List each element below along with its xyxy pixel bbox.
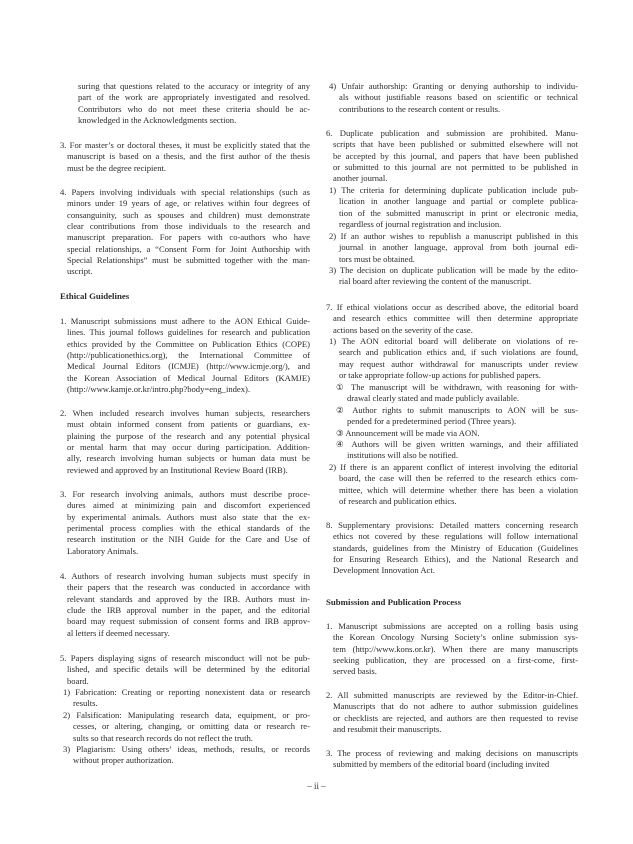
paragraph-line: research institution or the NIH Guide for the Care and Use of bbox=[67, 534, 310, 545]
paragraph-line: tem (http://www.kons.or.kr). When there are many manuscripts bbox=[333, 643, 578, 654]
paragraph-line: drawal clearly stated and made publicly available. bbox=[347, 393, 520, 404]
paragraph-line: 2. All submitted manuscripts are reviewed by the Editor-in-Chief. bbox=[326, 690, 578, 700]
paragraph-line: manuscript is based on a thesis, and the first author of the thesis bbox=[67, 151, 310, 162]
paragraph-line: 1) The criteria for determining duplicate publication include pub- bbox=[329, 185, 578, 195]
paragraph-line: another journal. bbox=[333, 173, 388, 184]
paragraph-line: pended for a predetermined period (Three years). bbox=[347, 416, 517, 427]
paragraph-line: 6. Duplicate publication and submission are prohibited. Manu- bbox=[326, 128, 578, 138]
paragraph-line: knowledged in the Acknowledgments section. bbox=[78, 114, 237, 125]
section-heading: Submission and Publication Process bbox=[326, 597, 461, 607]
paragraph-line: 4) Unfair authorship: Granting or denying authorship to individu- bbox=[329, 81, 578, 91]
paragraph-line: als without justifiable reasons based on scientific or technical bbox=[339, 92, 578, 103]
paragraph-line: for Ensuring Research Ethics), and the National Research and bbox=[333, 553, 578, 564]
paragraph-line: seeking publication, they are processed on a first-come, first- bbox=[333, 654, 578, 665]
paragraph-line: Manuscripts that do not adhere to author submission guidelines bbox=[333, 701, 578, 712]
paragraph-line: lines. This journal follows guidelines for research and publication bbox=[67, 327, 310, 338]
paragraph-line: board, the case will then be referred to the research ethics com- bbox=[339, 473, 578, 484]
section-heading: Ethical Guidelines bbox=[60, 291, 130, 301]
paragraph-line: institutions will also be notified. bbox=[347, 450, 458, 461]
paragraph-line: 2. When included research involves human subjects, researchers bbox=[60, 408, 310, 418]
paragraph-line: the Korean Association of Medical Journal Editors (KAMJE) bbox=[67, 372, 310, 383]
paragraph-line: reviewed and approved by an Institutional Review Board (IRB). bbox=[67, 464, 288, 475]
paragraph-line: Development Innovation Act. bbox=[333, 565, 435, 576]
paragraph-line: submitted by members of the editorial board (including invited bbox=[333, 759, 550, 770]
paragraph-line: 3) The decision on duplicate publication will be made by the edito- bbox=[329, 265, 578, 275]
paragraph-line: lished, and specific details will be determined by the editorial bbox=[67, 664, 310, 675]
paragraph-line: standards, guidelines from the Ministry of Education (Guidelines bbox=[333, 542, 578, 553]
paragraph-line: board. bbox=[67, 675, 89, 686]
paragraph-line: plaining the purpose of the research and any potential physical bbox=[67, 430, 310, 441]
paragraph-line: uscript. bbox=[67, 266, 93, 277]
paragraph-line: ④ Authors will be given written warnings, and their affiliated bbox=[336, 439, 578, 449]
paragraph-line: ally, research involving human subjects or human data must be bbox=[67, 453, 310, 464]
paragraph-line: or checklists are rejected, and authors are then requested to revise bbox=[333, 712, 578, 723]
paragraph-line: 4. Authors of research involving human subjects must specify in bbox=[60, 571, 310, 581]
paragraph-line: minors under 19 years of age, or relatives within four degrees of bbox=[67, 198, 310, 209]
paragraph-line: consanguinity, such as spouses and children) must demonstrate bbox=[67, 209, 310, 220]
paragraph-line: by experimental animals. Authors must also state that the ex- bbox=[67, 511, 310, 522]
paragraph-line: ethics provided by the Committee on Publication Ethics (COPE) bbox=[67, 338, 310, 349]
paragraph-line: must be the degree recipient. bbox=[67, 162, 167, 173]
paragraph-line: relevant standards and approved by the IRB. Authors must in- bbox=[67, 593, 310, 604]
paragraph-line: lication in another language and partial or complete publica- bbox=[339, 196, 578, 207]
paragraph-line: special relationships, a “Consent Form for Joint Authorship with bbox=[67, 243, 310, 254]
paragraph-line: scripts that have been published or submitted elsewhere will not bbox=[333, 139, 578, 150]
paragraph-line: Special Relationships” must be submitted together with the man- bbox=[67, 254, 310, 265]
paragraph-line: Contributors who do not meet these criteria should be ac- bbox=[78, 103, 310, 114]
paragraph-line: manuscript preparation. For papers with co-authors who have bbox=[67, 232, 310, 243]
paragraph-line: must obtain informed consent from patients or guardians, ex- bbox=[67, 419, 310, 430]
paragraph-line: Laboratory Animals. bbox=[67, 545, 139, 556]
paragraph-line: and research ethics committee will then determine appropriate bbox=[333, 313, 578, 324]
paragraph-line: cesses, or altering, changing, or omitting data or research re- bbox=[73, 721, 310, 732]
paragraph-line: tors must be obtained. bbox=[339, 253, 415, 264]
paragraph-line: regardless of journal registration and inclusion. bbox=[339, 218, 502, 229]
paragraph-line: clear contributions from those individuals to the research and bbox=[67, 220, 310, 231]
paragraph-line: perimental process complies with the ethical standards of the bbox=[67, 522, 310, 533]
paragraph-line: 4. Papers involving individuals with special relationships (such as bbox=[60, 187, 310, 197]
paragraph-line: or mental harm that may occur during participation. Addition- bbox=[67, 441, 310, 452]
paragraph-line: may request author withdrawal for manuscripts under review bbox=[339, 358, 578, 369]
paragraph-line: mittee, which will determine whether there has been a violation bbox=[339, 484, 578, 495]
paragraph-line: 5. Papers displaying signs of research misconduct will not be pub- bbox=[60, 653, 310, 663]
paragraph-line: 3) Plagiarism: Using others’ ideas, methods, results, or records bbox=[63, 744, 310, 754]
paragraph-line: clude the IRB approval number in the paper, and the editorial bbox=[67, 604, 310, 615]
paragraph-line: sults so that research records do not reflect the truth. bbox=[73, 732, 253, 743]
paragraph-line: journal in another language, approval from both journal edi- bbox=[339, 242, 578, 253]
paragraph-line: be accepted by this journal, and papers that have been published bbox=[333, 150, 578, 161]
page-number: – ii – bbox=[307, 781, 326, 791]
paragraph-line: the Korean Oncology Nursing Society’s online submission sys- bbox=[333, 632, 578, 643]
paragraph-line: al letters if deemed necessary. bbox=[67, 627, 170, 638]
paragraph-line: 3. For research involving animals, authors must describe proce- bbox=[60, 489, 310, 499]
paragraph-line: results. bbox=[73, 698, 98, 709]
paragraph-line: and resubmit their manuscripts. bbox=[333, 723, 442, 734]
paragraph-line: 1. Manuscript submissions are accepted on a rolling basis using bbox=[326, 621, 578, 631]
paragraph-line: 1) The AON editorial board will deliberate on violations of re- bbox=[329, 336, 578, 346]
paragraph-line: 8. Supplementary provisions: Detailed matters concerning research bbox=[326, 520, 578, 530]
paragraph-line: 3. For master’s or doctoral theses, it must be explicitly stated that the bbox=[60, 140, 310, 150]
paragraph-line: board may request submission of consent forms and IRB approv- bbox=[67, 616, 310, 627]
paragraph-line: ethics not covered by these regulations will follow international bbox=[333, 531, 578, 542]
paragraph-line: (http://www.kamje.or.kr/intro.php?body=eng_index). bbox=[67, 383, 251, 394]
paragraph-line: 1) Fabrication: Creating or reporting nonexistent data or research bbox=[63, 687, 310, 697]
paragraph-line: tion of the submitted manuscript in print or electronic media, bbox=[339, 207, 578, 218]
paragraph-line: or take appropriate follow-up actions for published papers. bbox=[339, 369, 541, 380]
paragraph-line: of research and publication ethics. bbox=[339, 495, 457, 506]
paragraph-line: without proper authorization. bbox=[73, 755, 174, 766]
paragraph-line: suring that questions related to the accuracy or integrity of any bbox=[78, 81, 310, 91]
paragraph-line: rial board after reviewing the content of the manuscript. bbox=[339, 276, 532, 287]
paragraph-line: 2) Falsification: Manipulating research data, equipment, or pro- bbox=[63, 710, 310, 720]
paragraph-line: 7. If ethical violations occur as described above, the editorial board bbox=[326, 302, 578, 312]
paragraph-line: or submitted to this journal are not permitted to be published in bbox=[333, 161, 578, 172]
paragraph-line: served basis. bbox=[333, 666, 377, 677]
paragraph-line: 2) If an author wishes to republish a manuscript published in this bbox=[329, 231, 578, 241]
paragraph-line: ② Author rights to submit manuscripts to AON will be sus- bbox=[336, 405, 578, 415]
paragraph-line: their papers that the research was conducted in accordance with bbox=[67, 582, 310, 593]
paragraph-line: 3. The process of reviewing and making decisions on manuscripts bbox=[326, 748, 578, 758]
paragraph-line: 1. Manuscript submissions must adhere to the AON Ethical Guide- bbox=[60, 316, 310, 326]
paragraph-line: ③ Announcement will be made via AON. bbox=[336, 428, 480, 438]
paragraph-line: actions based on the severity of the case. bbox=[333, 324, 473, 335]
paragraph-line: (http://publicationethics.org), the International Committee of bbox=[67, 349, 310, 360]
paragraph-line: dures aimed at minimizing pain and discomfort experienced bbox=[67, 500, 310, 511]
paragraph-line: Medical Journal Editors (ICMJE) (http://www.icmje.org/), and bbox=[67, 361, 310, 372]
paragraph-line: ① The manuscript will be withdrawn, with reasoning for with- bbox=[336, 382, 578, 392]
paragraph-line: search and publication ethics and, if such violations are found, bbox=[339, 347, 578, 358]
paragraph-line: part of the work are appropriately investigated and resolved. bbox=[78, 92, 310, 103]
paragraph-line: 2) If there is an apparent conflict of interest involving the editorial bbox=[329, 462, 578, 472]
paragraph-line: contributions to the research content or results. bbox=[339, 103, 501, 114]
